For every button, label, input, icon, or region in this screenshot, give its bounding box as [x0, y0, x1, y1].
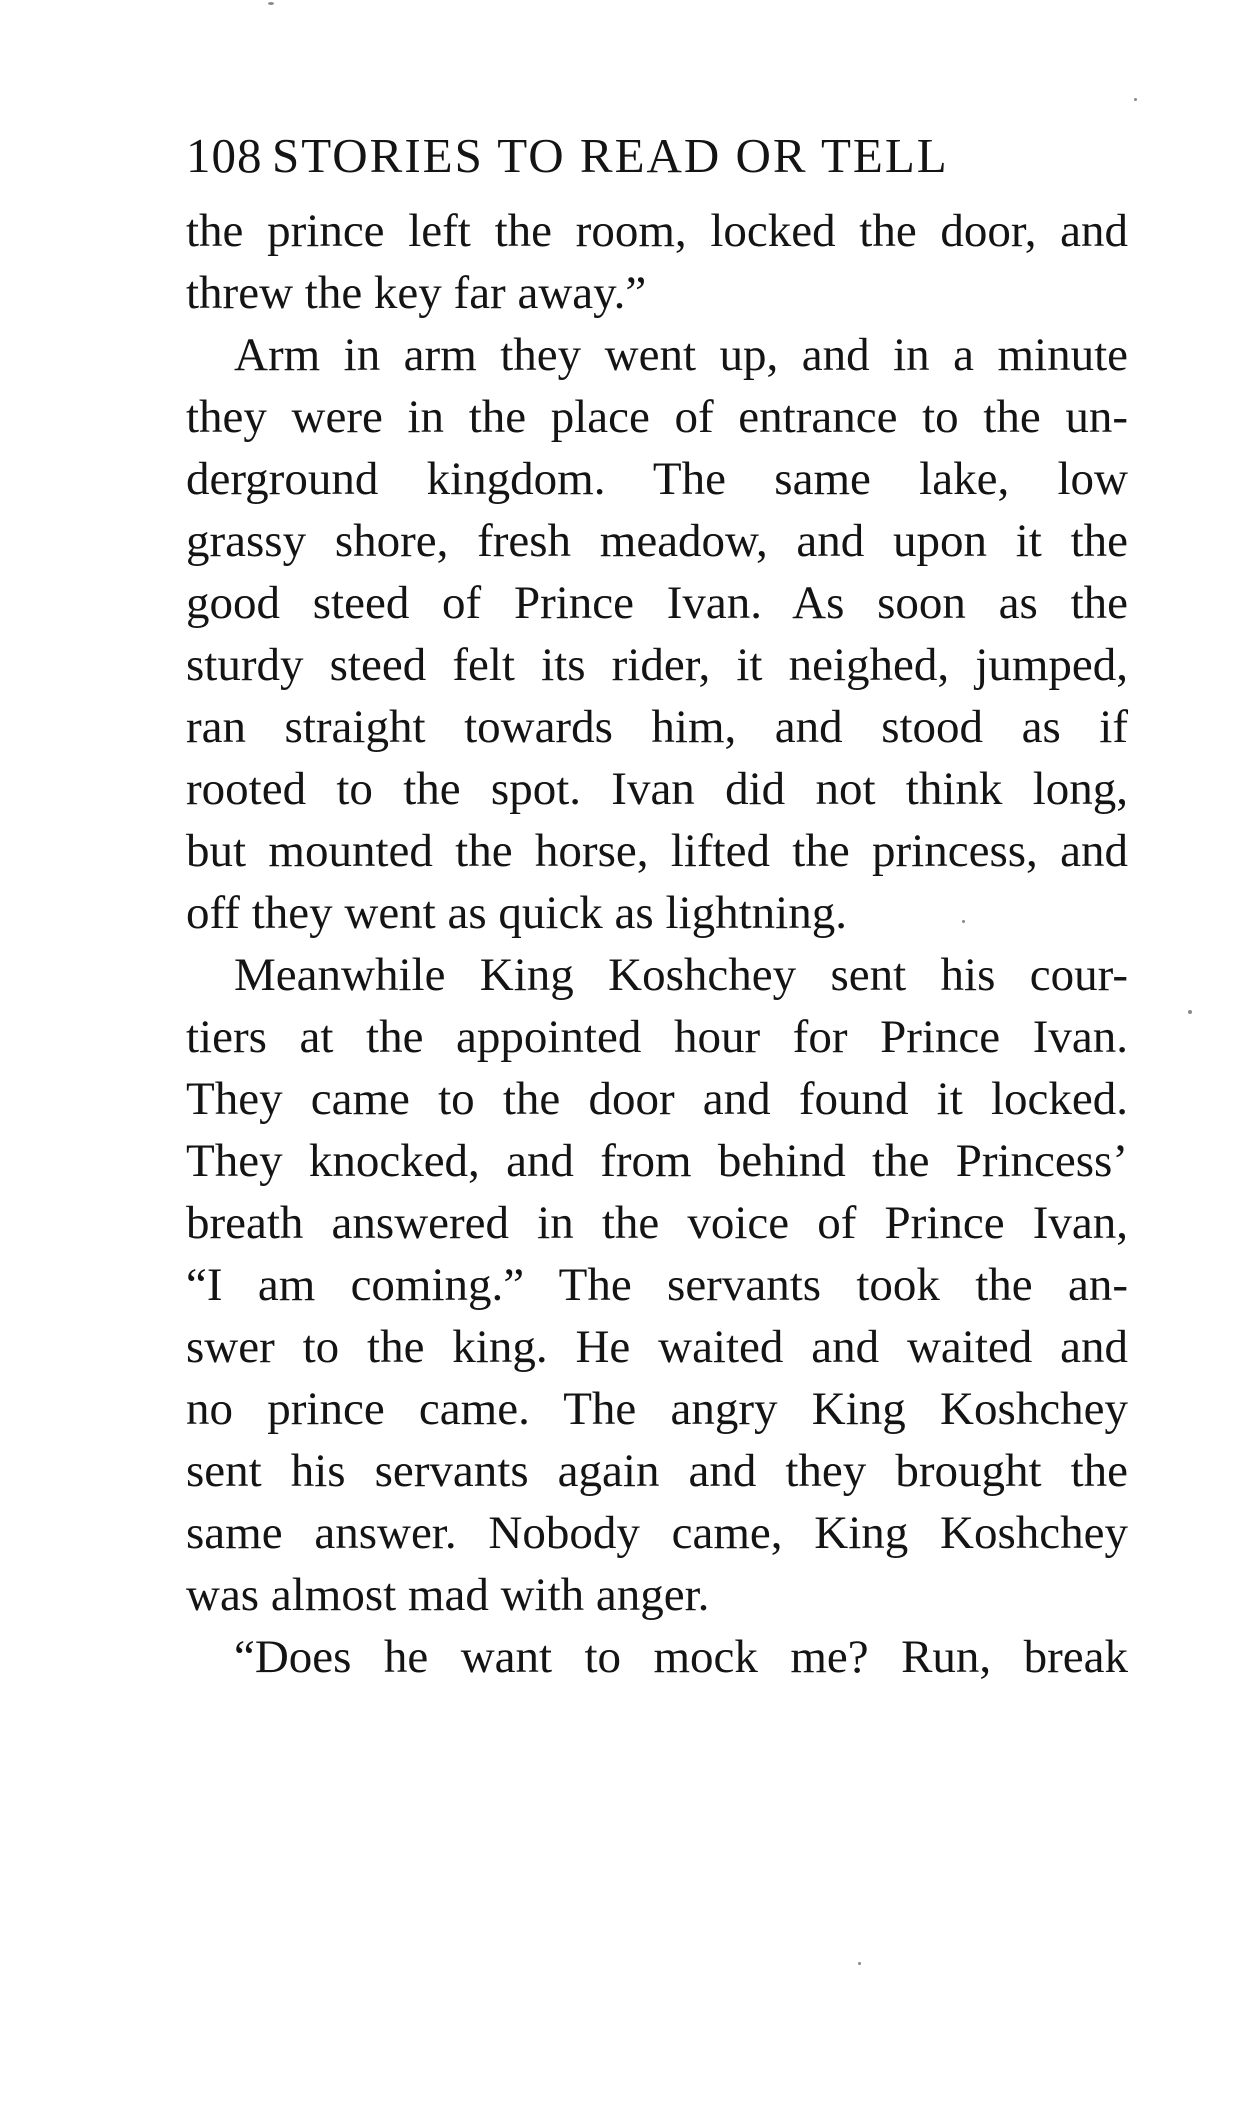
text-line: off they went as quick as lightning.: [186, 887, 847, 939]
text-line: threw the key far away.”: [186, 267, 647, 319]
text-line: grassy shore, fresh meadow, and upon it the: [186, 515, 1128, 567]
text-line: good steed of Prince Ivan. As soon as the: [186, 577, 1128, 629]
paper-speck: [1188, 1010, 1192, 1014]
text-line: They came to the door and found it locked.: [186, 1073, 1128, 1125]
text-line: derground kingdom. The same lake, low: [186, 453, 1128, 505]
running-title: STORIES TO READ OR TELL: [272, 128, 949, 183]
text-line: “Does he want to mock me? Run, break: [234, 1631, 1128, 1683]
text-line: but mounted the horse, lifted the princess, and: [186, 825, 1128, 877]
text-line: no prince came. The angry King Koshchey: [186, 1383, 1128, 1435]
text-line: swer to the king. He waited and waited and: [186, 1321, 1128, 1373]
text-line: ran straight towards him, and stood as if: [186, 701, 1128, 753]
text-line: they were in the place of entrance to the un-: [186, 391, 1128, 443]
paper-speck: [268, 2, 274, 5]
running-header: [186, 128, 1128, 184]
text-line: Arm in arm they went up, and in a minute: [234, 329, 1128, 381]
text-line: was almost mad with anger.: [186, 1569, 710, 1621]
paper-speck: [1134, 98, 1137, 101]
text-line: rooted to the spot. Ivan did not think long,: [186, 763, 1128, 815]
page-number: 108: [186, 128, 263, 183]
text-line: breath answered in the voice of Prince Ivan,: [186, 1197, 1128, 1249]
text-line: sent his servants again and they brought the: [186, 1445, 1128, 1497]
text-line: same answer. Nobody came, King Koshchey: [186, 1507, 1128, 1559]
text-line: “I am coming.” The servants took the an-: [186, 1259, 1128, 1311]
paper-speck: [962, 920, 965, 923]
paper-speck: [858, 1962, 861, 1965]
text-line: They knocked, and from behind the Princess’: [186, 1135, 1128, 1187]
text-line: tiers at the appointed hour for Prince Ivan.: [186, 1011, 1128, 1063]
text-line: Meanwhile King Koshchey sent his cour-: [234, 949, 1128, 1001]
text-line: the prince left the room, locked the door, and: [186, 205, 1128, 257]
text-line: sturdy steed felt its rider, it neighed, jumped,: [186, 639, 1128, 691]
